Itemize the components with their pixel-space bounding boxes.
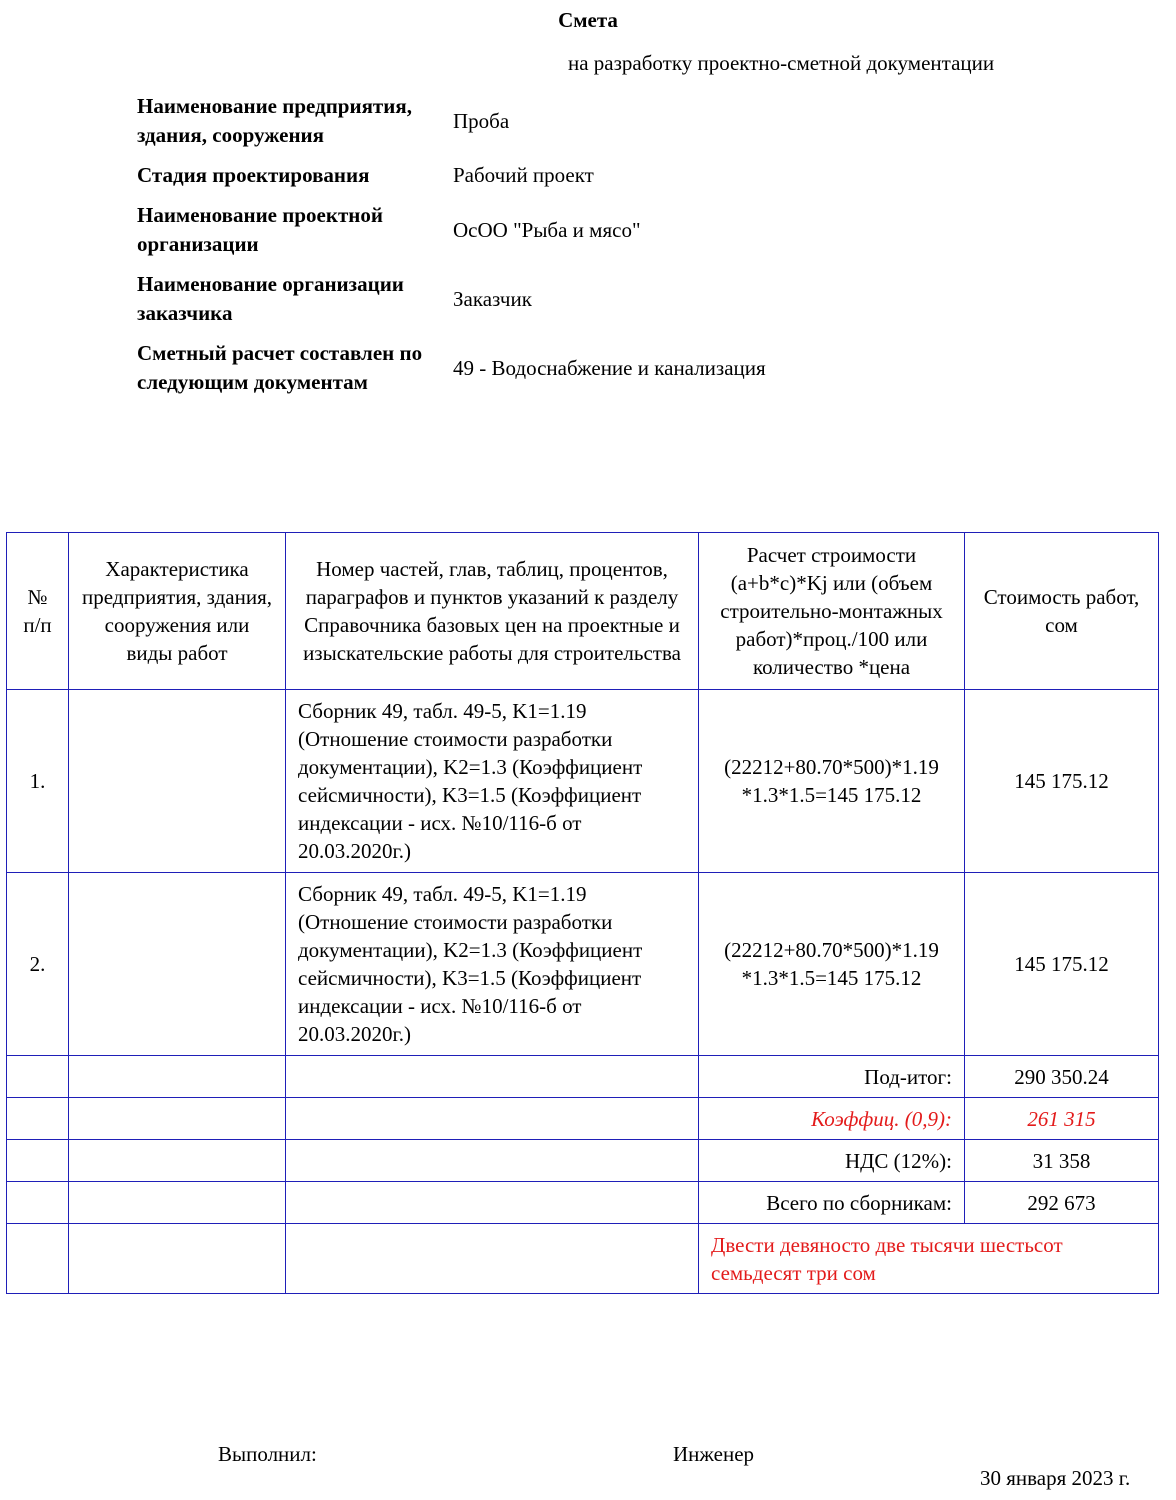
- info-value-documents: 49 - Водоснабжение и канализация: [453, 355, 766, 380]
- info-label-stage: Стадия проектирования: [137, 163, 370, 187]
- info-value-stage: Рабочий проект: [453, 163, 594, 187]
- row-number: 2.: [7, 873, 69, 1056]
- info-value-customer: Заказчик: [453, 286, 532, 311]
- total-value: 292 673: [965, 1182, 1159, 1224]
- performer-position: Инженер: [673, 1442, 755, 1466]
- row-number: 1.: [7, 690, 69, 873]
- total-words-row: [7, 1224, 1159, 1294]
- coefficient-value: 261 315: [965, 1098, 1159, 1140]
- subtotal-value: 290 350.24: [965, 1056, 1159, 1098]
- coefficient-label: Коэффиц. (0,9):: [699, 1098, 965, 1140]
- info-label-customer: Наименование организации заказчика: [137, 272, 404, 325]
- row-reference: Сборник 49, табл. 49-5, K1=1.19 (Отношение стоимости разработки документации), K2=1.3 (Коэффициент сейсмичности), K3=1.5 (Коэффициент индексации - исх. №10/116-б от 20.03.2020г.): [286, 690, 699, 873]
- total-row: [7, 1182, 1159, 1224]
- info-row: [137, 92, 1053, 161]
- column-header-characteristic: Характеристика предприятия, здания, сооружения или виды работ: [69, 533, 286, 690]
- table-row: [7, 690, 1159, 873]
- info-label-design-org: Наименование проектной организации: [137, 203, 383, 256]
- row-cost: 145 175.12: [965, 690, 1159, 873]
- document-subtitle: на разработку проектно-сметной документации: [568, 51, 995, 75]
- column-header-cost: Стоимость работ, сом: [965, 533, 1159, 690]
- row-characteristic: [69, 873, 286, 1056]
- info-value-enterprise: Проба: [453, 108, 510, 133]
- table-row: [7, 873, 1159, 1056]
- info-label-documents: Сметный расчет составлен по следующим документам: [137, 341, 423, 394]
- info-table: [137, 92, 1053, 408]
- row-characteristic: [69, 690, 286, 873]
- performed-by-label: Выполнил:: [218, 1442, 317, 1466]
- row-calculation: (22212+80.70*500)*1.19 *1.3*1.5=145 175.12: [699, 690, 965, 873]
- row-cost: 145 175.12: [965, 873, 1159, 1056]
- total-label: Всего по сборникам:: [699, 1182, 965, 1224]
- column-header-number: № п/п: [7, 533, 69, 690]
- column-header-reference: Номер частей, глав, таблиц, процентов, параграфов и пунктов указаний к разделу Справочника базовых цен на проектные и изыскательские работы для строительства: [286, 533, 699, 690]
- table-header-row: [7, 533, 1159, 690]
- info-value-design-org: ОсОО "Рыба и мясо": [453, 217, 641, 242]
- vat-label: НДС (12%):: [699, 1140, 965, 1182]
- vat-row: [7, 1140, 1159, 1182]
- document-title: Смета: [558, 8, 618, 32]
- column-header-calculation: Расчет строимости (a+b*c)*Kj или (объем строительно-монтажных работ)*проц./100 или количество *цена: [699, 533, 965, 690]
- info-row: [137, 270, 1053, 339]
- estimate-table: [6, 532, 1159, 1294]
- coefficient-row: [7, 1098, 1159, 1140]
- info-row: [137, 339, 1053, 408]
- info-row: [137, 201, 1053, 270]
- document-date: 30 января 2023 г.: [980, 1466, 1131, 1490]
- row-reference: Сборник 49, табл. 49-5, K1=1.19 (Отношение стоимости разработки документации), K2=1.3 (Коэффициент сейсмичности), K3=1.5 (Коэффициент индексации - исх. №10/116-б от 20.03.2020г.): [286, 873, 699, 1056]
- info-label-enterprise: Наименование предприятия, здания, сооружения: [137, 94, 412, 147]
- total-in-words: Двести девяносто две тысячи шестьсот семьдесят три сом: [699, 1224, 1159, 1294]
- info-row: [137, 161, 1053, 201]
- subtotal-label: Под-итог:: [699, 1056, 965, 1098]
- row-calculation: (22212+80.70*500)*1.19 *1.3*1.5=145 175.12: [699, 873, 965, 1056]
- subtotal-row: [7, 1056, 1159, 1098]
- vat-value: 31 358: [965, 1140, 1159, 1182]
